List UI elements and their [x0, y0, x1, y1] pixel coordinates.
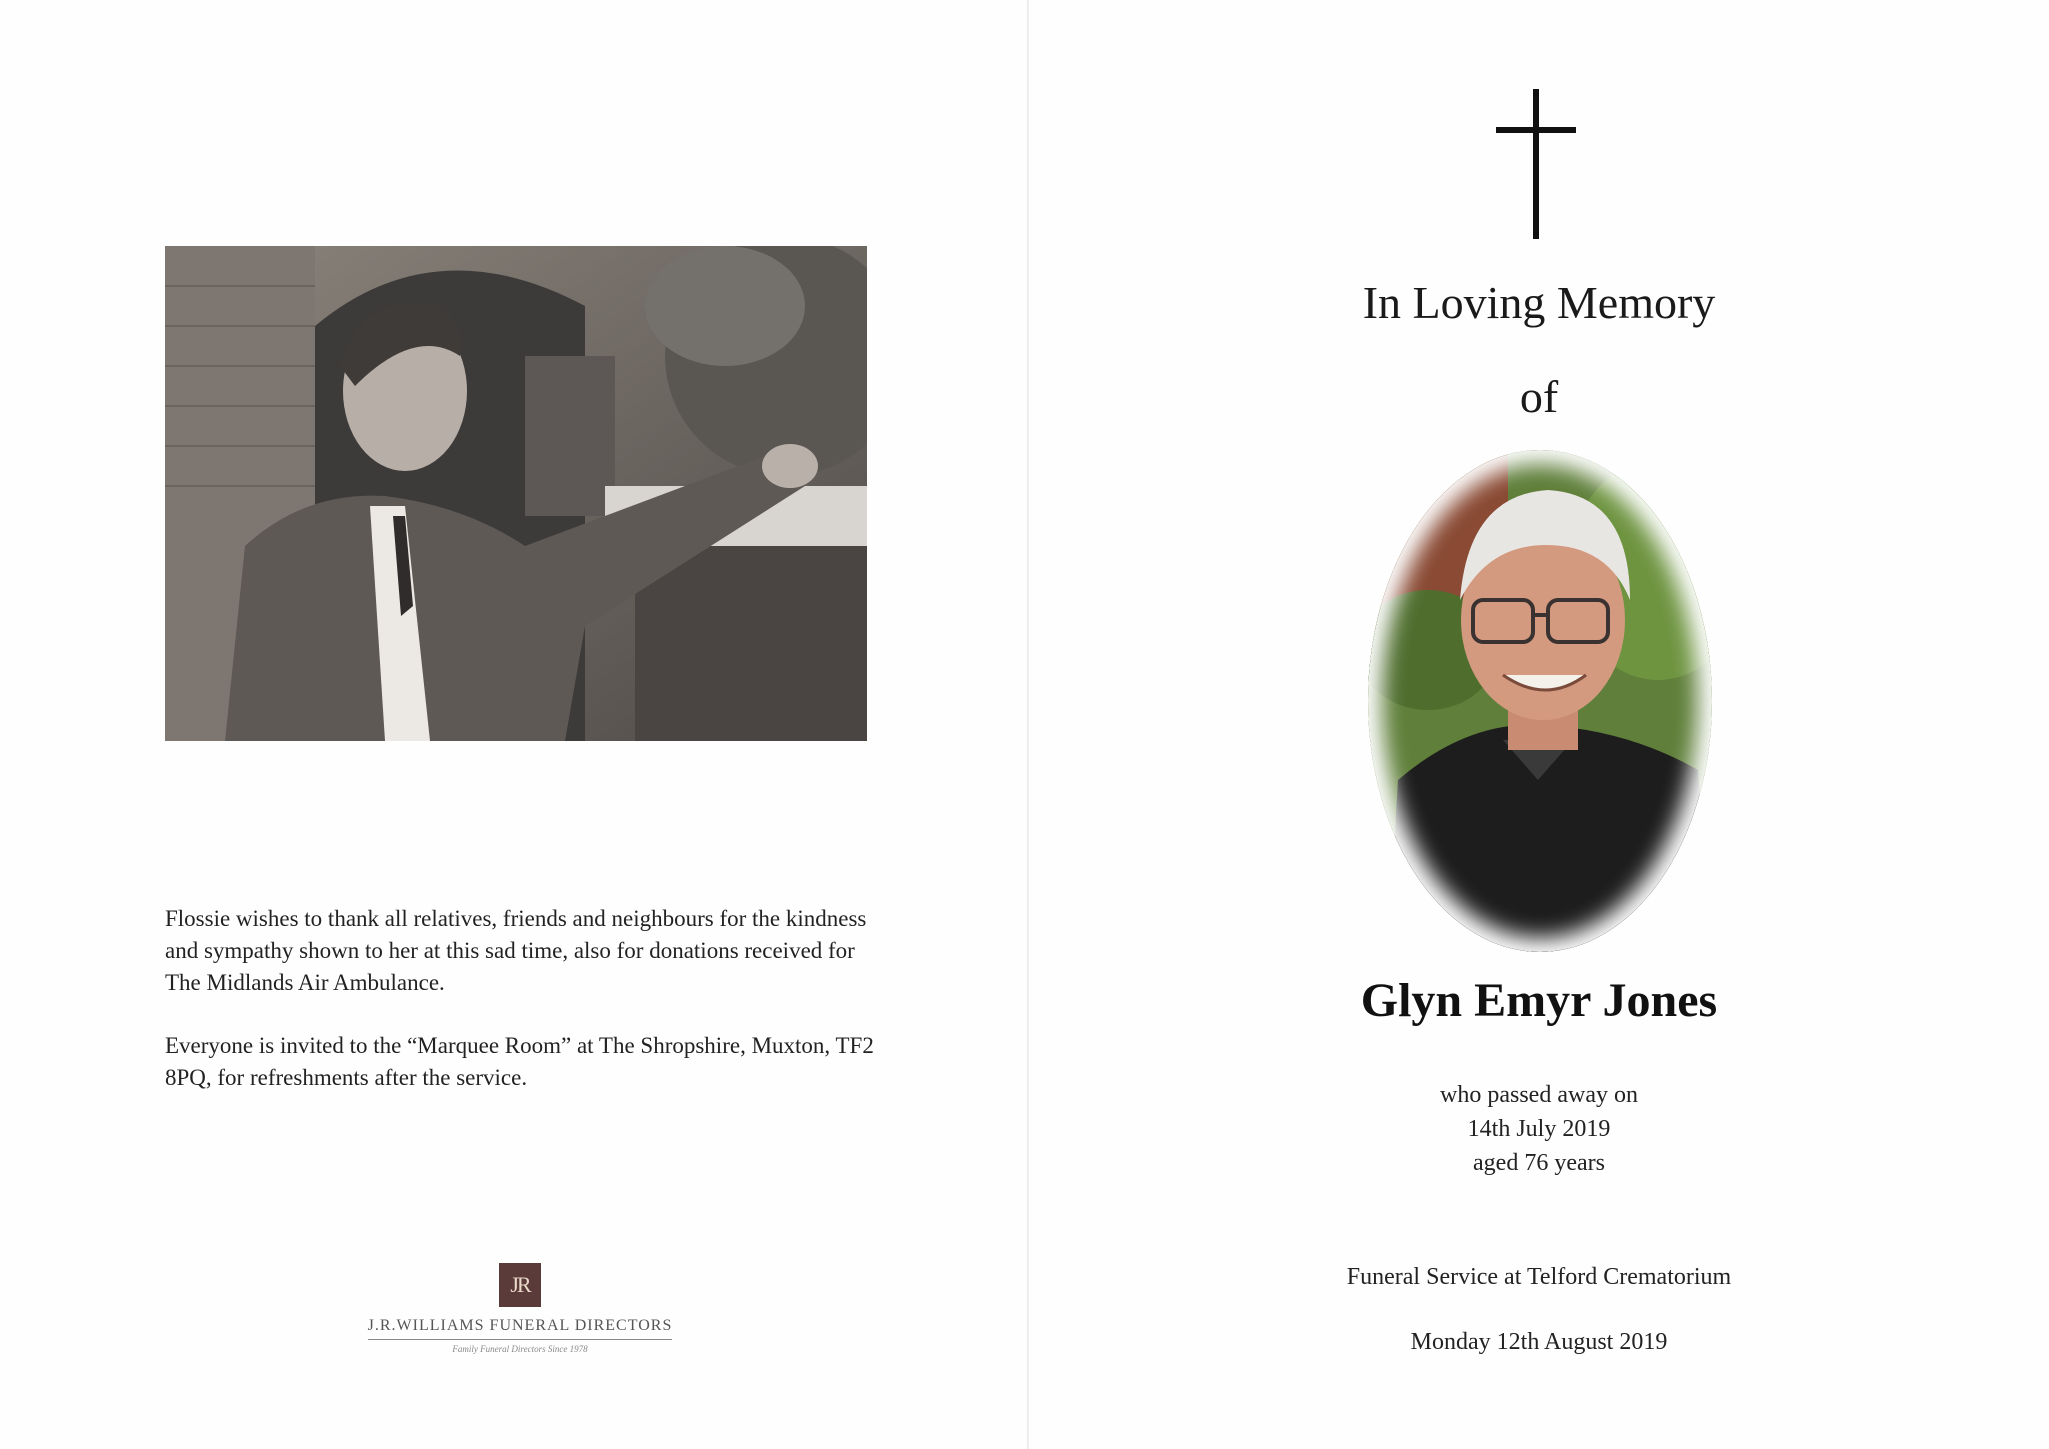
- age-line: aged 76 years: [1473, 1150, 1605, 1176]
- oval-portrait-photo: [1368, 450, 1712, 952]
- invite-paragraph: Everyone is invited to the “Marquee Room” at The Shropshire, Muxton, TF2 8PQ, for refreshments after the service.: [165, 1033, 874, 1090]
- logo-tagline: Family Funeral Directors Since 1978: [452, 1344, 588, 1354]
- thanks-paragraph: Flossie wishes to thank all relatives, friends and neighbours for the kindness and sympathy shown to her at this sad time, also for donations received for The Midlands Air Ambulance.: [165, 906, 867, 995]
- acknowledgement-text: [165, 903, 885, 1125]
- logo-monogram: JR: [499, 1263, 541, 1307]
- memorial-of: of: [1519, 371, 1559, 422]
- funeral-director-logo: [355, 1263, 685, 1354]
- memorial-heading: In Loving Memory: [1362, 277, 1716, 328]
- right-page: [1029, 0, 2049, 1449]
- vintage-portrait-photo: [165, 246, 867, 741]
- passed-away-line: who passed away on: [1440, 1082, 1638, 1108]
- service-date: Monday 12th August 2019: [1410, 1329, 1668, 1355]
- logo-company-name: J.R.WILLIAMS FUNERAL DIRECTORS: [368, 1317, 673, 1340]
- cross-icon: [1496, 89, 1576, 241]
- deceased-name: Glyn Emyr Jones: [1360, 974, 1718, 1027]
- date-of-death: 14th July 2019: [1467, 1116, 1611, 1142]
- passing-details: [1029, 1078, 2049, 1180]
- service-location: Funeral Service at Telford Crematorium: [1346, 1264, 1732, 1290]
